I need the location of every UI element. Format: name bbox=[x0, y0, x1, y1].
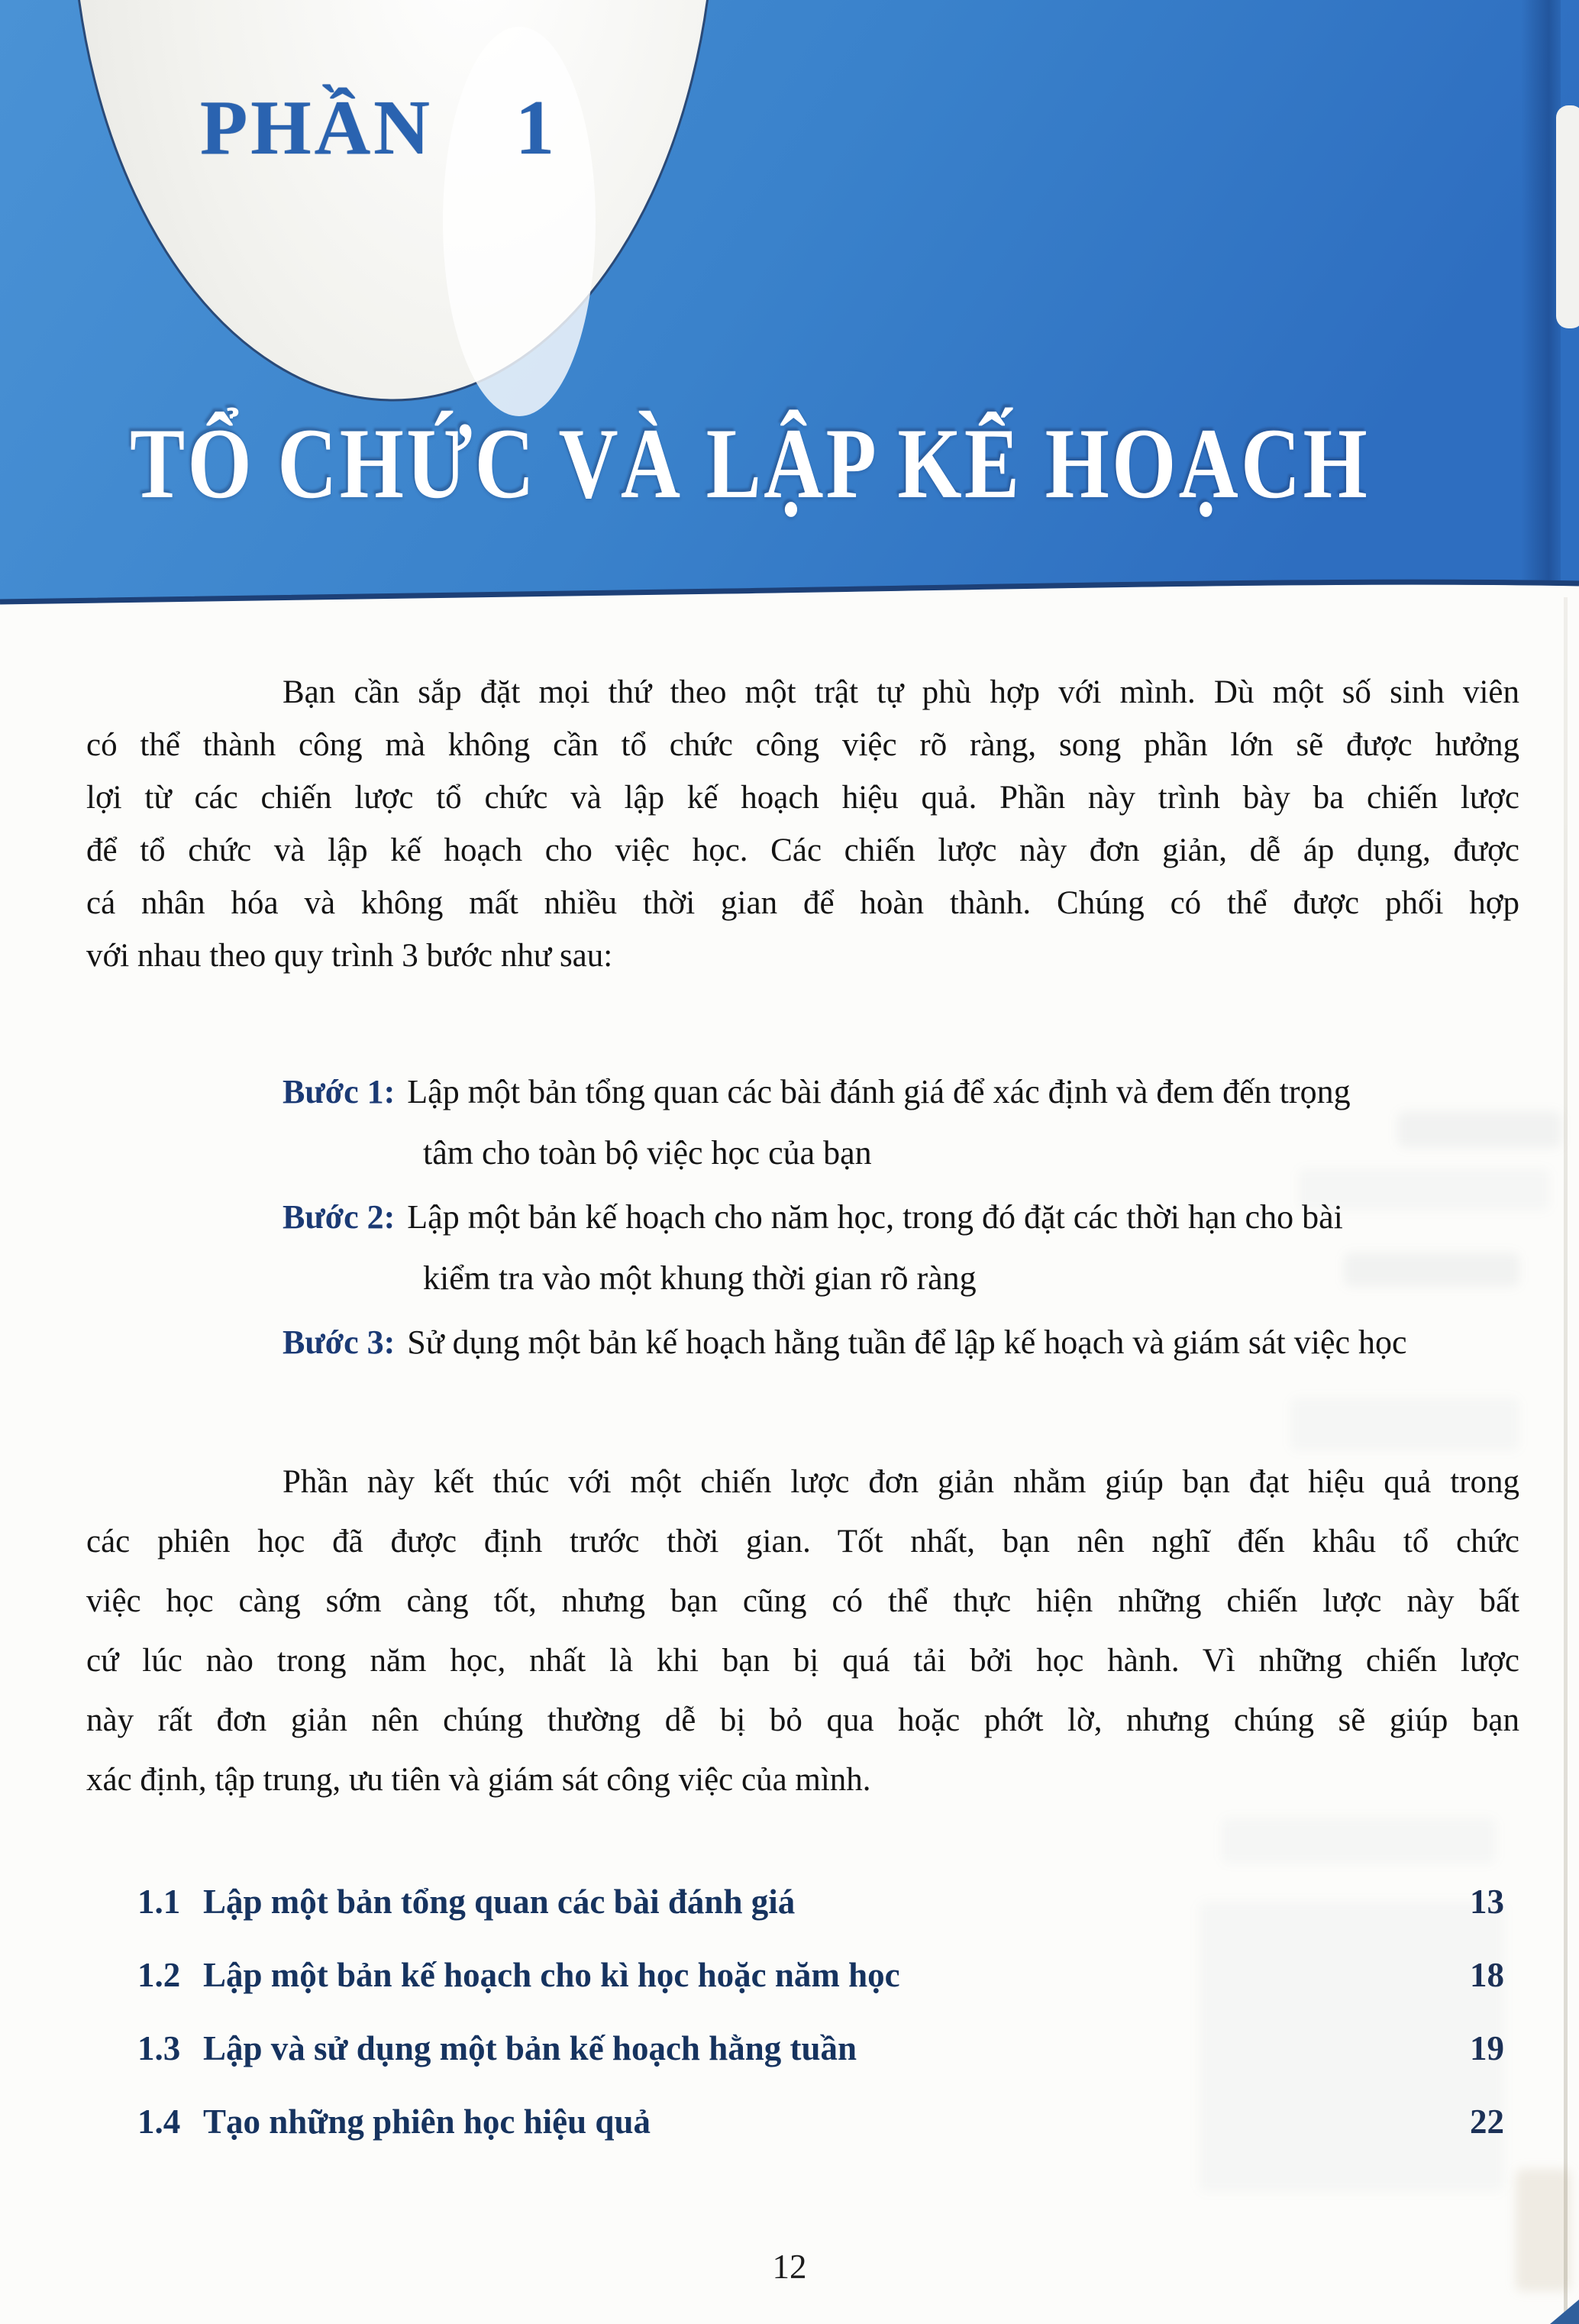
toc-item-number: 1.1 bbox=[137, 1883, 181, 1921]
toc-item-page: 19 bbox=[1470, 2029, 1504, 2067]
bleedthrough-smudge bbox=[1290, 1398, 1519, 1451]
toc-item-title: Tạo những phiên học hiệu quả bbox=[203, 2103, 651, 2141]
paragraph-line: việc học càng sớm càng tốt, nhưng bạn cũng có thể thực hiện những chiến lược này bất bbox=[86, 1583, 1519, 1619]
paragraph-line: có thể thành công mà không cần tổ chức công việc rõ ràng, song phần lớn sẽ được hưởng bbox=[86, 727, 1519, 763]
bleedthrough-smudge bbox=[1397, 1111, 1561, 1148]
paragraph-line: cá nhân hóa và không mất nhiều thời gian để hoàn thành. Chúng có thể được phối hợp bbox=[86, 885, 1519, 921]
page-edge-line bbox=[1564, 597, 1568, 2324]
banner-right-shadow bbox=[1521, 0, 1561, 585]
toc-item-title: Lập và sử dụng một bản kế hoạch hằng tuần bbox=[203, 2029, 857, 2067]
toc-item-title: Lập một bản kế hoạch cho kì học hoặc năm học bbox=[203, 1956, 900, 1994]
toc-item-page: 13 bbox=[1470, 1883, 1504, 1921]
paragraph-line: này rất đơn giản nên chúng thường dễ bị bỏ qua hoặc phớt lờ, nhưng chúng sẽ giúp bạn bbox=[86, 1702, 1519, 1738]
step-1-label: Bước 1: bbox=[283, 1073, 396, 1110]
bleedthrough-smudge bbox=[1199, 1902, 1504, 2192]
part-heading bbox=[200, 86, 557, 171]
toc-item-title: Lập một bản tổng quan các bài đánh giá bbox=[203, 1883, 796, 1921]
step-2-line-1 bbox=[283, 1196, 1343, 1239]
part-label: PHẦN bbox=[200, 85, 433, 171]
step-3-text: Sử dụng một bản kế hoạch hằng tuần để lập kế hoạch và giám sát việc học bbox=[407, 1324, 1407, 1361]
section-title: TỔ CHỨC VÀ LẬP KẾ HOẠCH bbox=[130, 407, 1370, 519]
step-2-text: kiểm tra vào một khung thời gian rõ ràng bbox=[423, 1259, 977, 1297]
toc-item-number: 1.2 bbox=[137, 1956, 181, 1994]
paragraph-line: Bạn cần sắp đặt mọi thứ theo một trật tự phù hợp với mình. Dù một số sinh viên bbox=[283, 674, 1519, 710]
page-edge-notch bbox=[1556, 105, 1579, 328]
toc-item-page: 22 bbox=[1470, 2103, 1504, 2141]
step-1-text: tâm cho toàn bộ việc học của bạn bbox=[423, 1134, 872, 1172]
paragraph-line: để tổ chức và lập kế hoạch cho việc học. Các chiến lược này đơn giản, dễ áp dụng, được bbox=[86, 832, 1519, 868]
step-1-line-2 bbox=[423, 1132, 872, 1175]
part-number: 1 bbox=[515, 85, 557, 171]
paragraph-line: các phiên học đã được định trước thời gian. Tốt nhất, bạn nên nghĩ đến khâu tổ chức bbox=[86, 1524, 1519, 1560]
bleedthrough-smudge bbox=[1344, 1253, 1519, 1287]
step-1-line-1 bbox=[283, 1071, 1351, 1114]
paragraph-line: lợi từ các chiến lược tổ chức và lập kế hoạch hiệu quả. Phần này trình bày ba chiến lược bbox=[86, 780, 1519, 816]
paragraph-line: Phần này kết thúc với một chiến lược đơn giản nhằm giúp bạn đạt hiệu quả trong bbox=[283, 1464, 1519, 1500]
page-number: 12 bbox=[772, 2248, 807, 2286]
bleedthrough-smudge bbox=[1222, 1818, 1497, 1863]
step-3-label: Bước 3: bbox=[283, 1324, 396, 1361]
step-2-text: Lập một bản kế hoạch cho năm học, trong đó đặt các thời hạn cho bài bbox=[407, 1198, 1343, 1236]
toc-item-number: 1.3 bbox=[137, 2029, 181, 2067]
page-edge-smudge bbox=[1516, 2169, 1571, 2291]
step-1-text: Lập một bản tổng quan các bài đánh giá để xác định và đem đến trọng bbox=[407, 1073, 1351, 1110]
bleedthrough-smudge bbox=[1298, 1168, 1550, 1210]
toc-item-number: 1.4 bbox=[137, 2103, 181, 2141]
step-2-label: Bước 2: bbox=[283, 1198, 396, 1236]
step-3-line-1 bbox=[283, 1321, 1407, 1364]
toc-item-page: 18 bbox=[1470, 1956, 1504, 1994]
paragraph-line: xác định, tập trung, ưu tiên và giám sát công việc của mình. bbox=[86, 1762, 871, 1798]
intro-paragraph bbox=[86, 666, 1519, 982]
paragraph-line: với nhau theo quy trình 3 bước như sau: bbox=[86, 938, 613, 974]
step-2-line-2 bbox=[423, 1257, 977, 1300]
closing-paragraph bbox=[86, 1453, 1519, 1810]
paragraph-line: cứ lúc nào trong năm học, nhất là khi bạn bị quá tải bởi học hành. Vì những chiến lược bbox=[86, 1643, 1519, 1679]
